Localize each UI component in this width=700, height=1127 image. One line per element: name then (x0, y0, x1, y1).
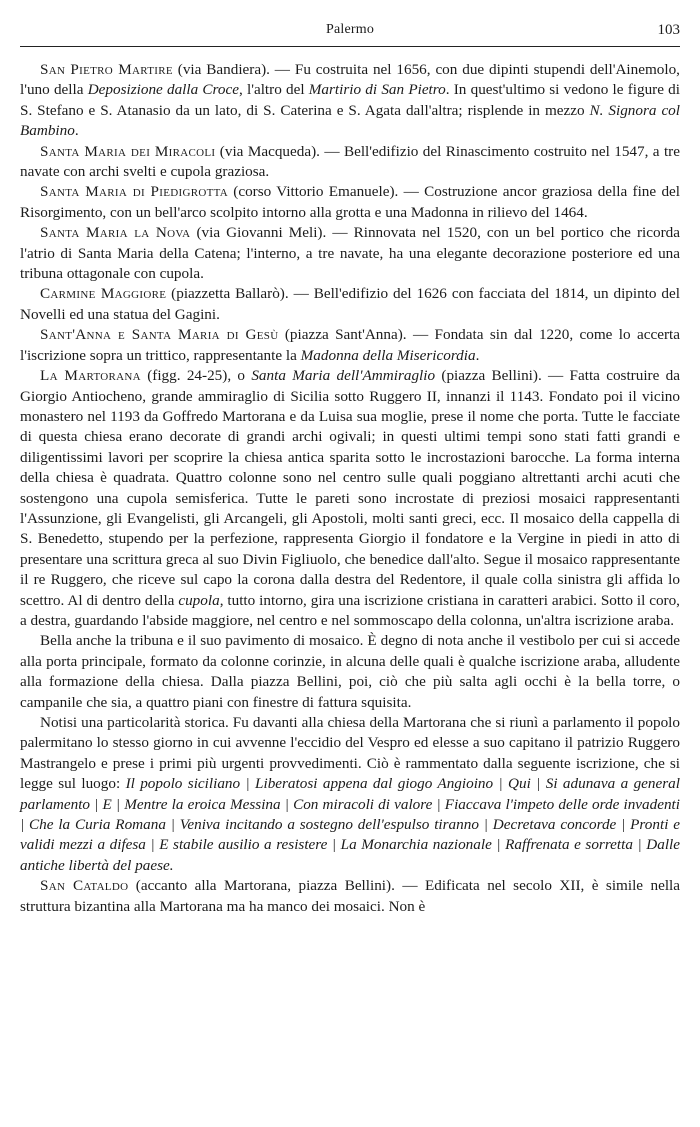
italic-text: Il popolo siciliano | Liberatosi appena dal giogo Angioino | Qui | Si adunava a general parlamento | E | Mentre la eroica Messina | Con miracoli di valore | Fiaccava l'impeto delle orde invadenti | Che la Curia Romana | Veniva incitando a sostegno dell'espulso tiranno | Decretava concorde | Pronti e validi mezzi a difesa | E stabile ausilio a resistere | La Monarchia nazionale | Raffrenata e sorretta | Dalle antiche libertà del paese. (20, 775, 680, 874)
church-name: San Cataldo (40, 877, 129, 895)
page-number: 103 (657, 22, 680, 38)
church-name: Sant'Anna e Santa Maria di Gesù (40, 326, 279, 344)
body-text: Bella anche la tribuna e il suo pavimento di mosaico. È degno di nota anche il vestibolo per cui si accede alla porta principale, formato da colonne corinzie, in alcuna delle quali è qualche iscrizione araba, alludente alla formazione della chiesa. Dalla piazza Bellini, poi, ciò che più salta agli occhi è la bella torre, o campanile che sia, a quattro piani con finestre di fattura squisita. (20, 632, 680, 711)
church-name: Santa Maria la Nova (40, 224, 191, 242)
header-rule (20, 46, 680, 47)
page-header (20, 22, 680, 44)
italic-text: Deposizione dalla Croce (87, 81, 239, 99)
body-text: (via Macqueda). — Bell'edifizio del Rinascimento costruito nel 1547, a tre navate con archi svelti e cupola graziosa. (20, 142, 680, 181)
italic-text: Martirio di San Pietro (308, 81, 446, 99)
church-entry (20, 223, 680, 284)
body-text: . (475, 346, 480, 364)
church-name: Santa Maria di Piedigrotta (40, 183, 228, 201)
body-text: Notisi una particolarità storica. Fu davanti alla chiesa della Martorana che si riunì a parlamento il popolo palermitano lo stesso giorno in cui avvenne l'eccidio del Vespro ed elesse a suo capitano il patrizio Ruggero Mastrangelo e prese i primi più urgenti provvedimenti. Ciò è rammentato dalla seguente iscrizione, che si legge sul luogo: (20, 714, 680, 793)
body-text: (figg. 24-25), o (140, 367, 252, 385)
church-entry (20, 60, 680, 142)
body-text: (piazza Bellini). — Fatta costruire da Giorgio Antiocheno, grande ammiraglio di Sicilia sotto Ruggero II, innanzi il 1143. Fondato poi il vicino monastero nel 1193 da Goffredo Martorana e da Luisa sua moglie, prese il nome che porta. Tutte le facciate di questa chiesa erano decorate di grandi archi ogivali; in questi ultimi tempi sono stati fatti grandi e diligentissimi lavori per scoprire la chiesa antica sparita sotto le incrostazioni barocche. La forma interna della chiesa è quadrata. Quattro colonne sono nel centro sulle quali poggiano altrettanti archi acuti che sostengono una cupola semisferica. Tutte le pareti sono incrostate di preziosi mosaici rappresentanti l'Assunzione, gli Evangelisti, gli Arcangeli, gli Apostoli, molti santi greci, ecc. Il mosaico della cappella di S. Benedetto, stupendo per la perfezione, rappresenta Giorgio il fondatore e la Vergine in piedi in atto di presentare una scrittura greca al suo Divin Figliuolo, che benedice dall'alto. Segue il mosaico rappresentante il re Ruggero, che riceve sul capo la corona dalla destra del Redentore, il quale colla sinistra gli affida lo scettro. Al di dentro della (20, 367, 680, 609)
body-text: (via Bandiera). — Fu costruita nel 1656, con due dipinti stupendi dell'Ainemolo, l'uno della (20, 61, 680, 99)
church-name: Santa Maria dei Miracoli (40, 142, 216, 160)
church-entry (20, 876, 680, 917)
body-text: , l'altro del (238, 81, 309, 99)
body-text: (via Giovanni Meli). — Rinnovata nel 1520, con un bel portico che ricorda l'atrio di Santa Maria della Catena; l'interno, a tre navate, ha una elegante decorazione posteriore ed una tribuna ottagonale con cupola. (20, 224, 680, 283)
italic-text: Santa Maria dell'Ammiraglio (251, 367, 436, 385)
body-text: (piazza Sant'Anna). — Fondata sin dal 1220, come lo accerta l'iscrizione sopra un trittico, rappresentante la (20, 326, 680, 364)
church-entry (20, 182, 680, 223)
body-text: . (74, 122, 79, 140)
church-entry (20, 325, 680, 366)
church-entry (20, 631, 680, 713)
church-name: San Pietro Martire (40, 61, 173, 78)
page-body (20, 60, 680, 917)
body-text: (corso Vittorio Emanuele). — Costruzione ancor graziosa della fine del Risorgimento, con un bell'arco scolpito intorno alla grotta e una Madonna in rilievo del 1464. (20, 183, 680, 221)
italic-text: Madonna della Misericordia (300, 346, 476, 364)
church-entry (20, 366, 680, 631)
body-text: (accanto alla Martorana, piazza Bellini). — Edificata nel secolo XII, è simile nella struttura bizantina alla Martorana ma ha manco dei mosaici. Non è (20, 877, 680, 915)
running-title: Palermo (325, 22, 375, 37)
church-name: Carmine Maggiore (40, 285, 167, 303)
body-text: (piazzetta Ballarò). — Bell'edifizio del 1626 con facciata del 1814, un dipinto del Novelli ed una statua del Gagini. (20, 285, 680, 323)
body-text: . In quest'ultimo si vedono le figure di S. Stefano e S. Atanasio da un lato, di S. Caterina e S. Agata dall'altra; risplende in mezzo (20, 81, 680, 119)
body-text: , tutto intorno, gira una iscrizione cristiana in caratteri arabici. Sotto il coro, a destra, guardando l'abside maggiore, nel centro e nel sommoscapo della colonna, un'altra iscrizione araba. (20, 591, 680, 629)
church-entry (20, 284, 680, 325)
italic-text: cupola (178, 591, 220, 609)
church-entry (20, 713, 680, 876)
church-name: La Martorana (40, 367, 141, 385)
church-entry (20, 142, 680, 183)
italic-text: N. Signora col Bambino (20, 101, 680, 140)
